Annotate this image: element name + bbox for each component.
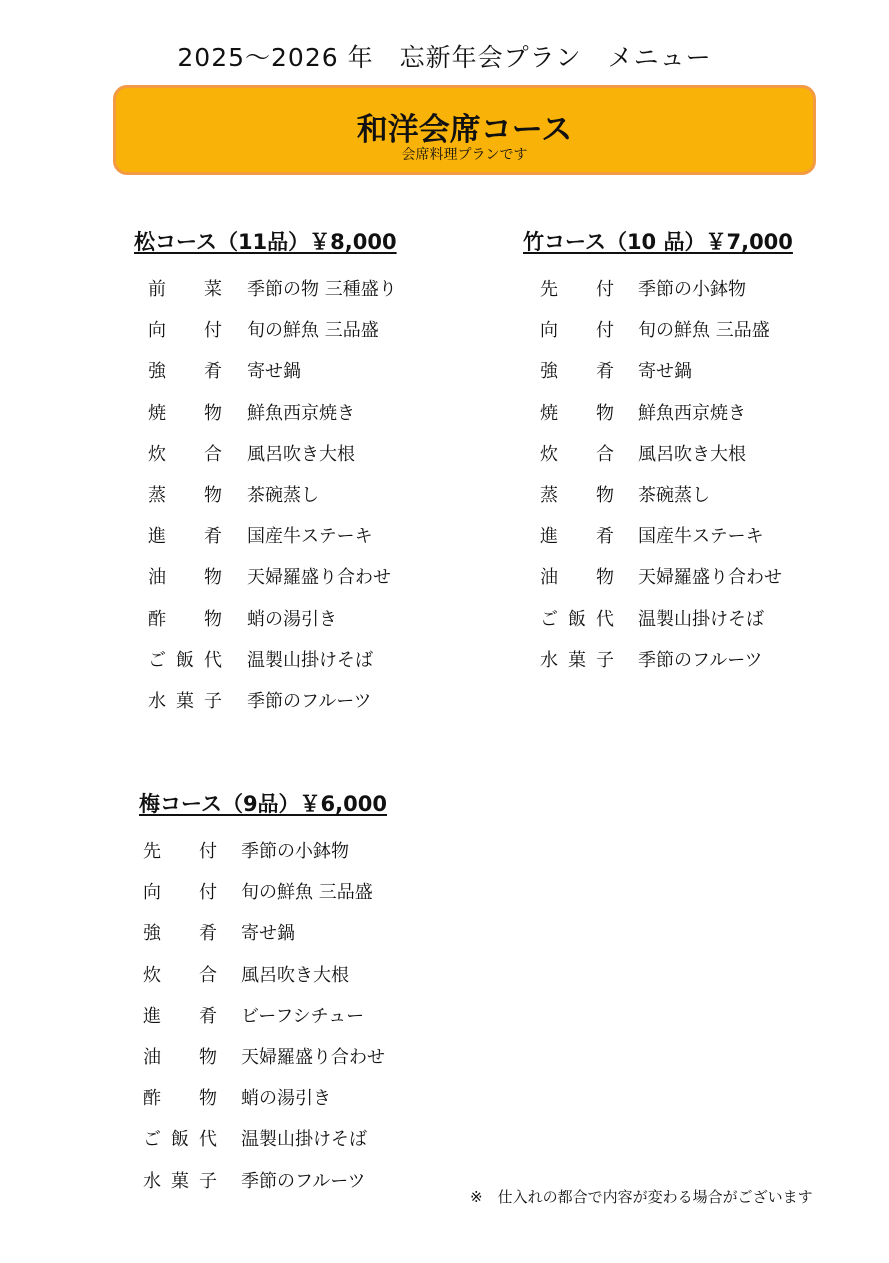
- menu-category: 水 菓 子: [148, 691, 222, 712]
- menu-dish: 風呂吹き大根: [241, 964, 349, 986]
- menu-category: 向 付: [148, 320, 222, 342]
- menu-dish: 温製山掛けそば: [241, 1129, 367, 1151]
- footnote: ※ 仕入れの都合で内容が変わる場合がございます: [470, 1188, 813, 1206]
- menu-category: 水 菓 子: [143, 1170, 217, 1192]
- menu-dish: 旬の鮮魚 三品盛: [241, 882, 373, 904]
- menu-category: 酢 物: [148, 608, 222, 630]
- menu-category: 前 菜: [148, 279, 222, 300]
- banner-subtitle: 会席料理プランです: [401, 147, 528, 163]
- menu-dish: 季節の小鉢物: [241, 841, 349, 862]
- menu-dish: 季節のフルーツ: [247, 691, 372, 712]
- menu-category: 炊 合: [540, 443, 614, 465]
- menu-dish: 国産牛ステーキ: [247, 526, 373, 548]
- menu-dish: 国産牛ステーキ: [638, 526, 764, 548]
- course-heading: 松コース（11品）￥8,000: [134, 230, 397, 254]
- course-take: [523, 226, 793, 671]
- menu-category: 油 物: [540, 567, 614, 589]
- menu-category: 先 付: [143, 841, 217, 862]
- menu-dish: 蛸の湯引き: [247, 608, 337, 630]
- menu-dish: 旬の鮮魚 三品盛: [247, 320, 379, 342]
- menu-category: ご 飯 代: [540, 608, 614, 630]
- menu-dish: 寄せ鍋: [241, 923, 295, 945]
- menu-category: 進 肴: [540, 526, 614, 548]
- menu-category: 先 付: [540, 279, 614, 300]
- menu-dish: 季節の小鉢物: [638, 279, 746, 300]
- menu-dish: 寄せ鍋: [638, 361, 692, 383]
- menu-category: 向 付: [540, 320, 614, 342]
- menu-dish: 鮮魚西京焼き: [638, 402, 746, 424]
- menu-dish: 茶碗蒸し: [638, 485, 710, 506]
- menu-category: 強 肴: [143, 923, 217, 945]
- course-matsu: [134, 226, 397, 712]
- menu-dish: 天婦羅盛り合わせ: [638, 567, 782, 589]
- menu-dish: 蛸の湯引き: [241, 1088, 331, 1110]
- menu-dish: 季節のフルーツ: [241, 1170, 366, 1192]
- menu-category: 油 物: [148, 567, 222, 589]
- course-heading: 竹コース（10 品）￥7,000: [523, 230, 793, 254]
- menu-category: 強 肴: [540, 361, 614, 383]
- page-title: 2025～2026 年 忘新年会プラン メニュー: [177, 43, 712, 72]
- course-ume: [139, 788, 387, 1192]
- menu-category: 焼 物: [148, 402, 222, 424]
- menu-dish: 旬の鮮魚 三品盛: [638, 320, 770, 342]
- menu-category: 炊 合: [143, 964, 217, 986]
- menu-category: 水 菓 子: [540, 649, 614, 671]
- menu-category: 炊 合: [148, 443, 222, 465]
- menu-category: 焼 物: [540, 402, 614, 424]
- menu-category: ご 飯 代: [148, 649, 222, 671]
- menu-dish: 温製山掛けそば: [247, 649, 373, 671]
- menu-dish: 寄せ鍋: [247, 361, 301, 383]
- menu-dish: 天婦羅盛り合わせ: [241, 1047, 385, 1068]
- menu-dish: 季節のフルーツ: [638, 649, 763, 671]
- menu-category: 蒸 物: [148, 485, 222, 506]
- menu-dish: ビーフシチュー: [241, 1005, 365, 1027]
- menu-dish: 温製山掛けそば: [638, 608, 764, 630]
- menu-dish: 茶碗蒸し: [247, 485, 319, 506]
- menu-category: ご 飯 代: [143, 1129, 217, 1151]
- menu-dish: 鮮魚西京焼き: [247, 402, 355, 424]
- menu-dish: 風呂吹き大根: [247, 443, 355, 465]
- course-banner: [113, 85, 816, 175]
- menu-category: 進 肴: [143, 1005, 217, 1027]
- menu-category: 酢 物: [143, 1088, 217, 1110]
- menu-category: 向 付: [143, 882, 217, 904]
- menu-dish: 天婦羅盛り合わせ: [247, 567, 391, 589]
- menu-category: 強 肴: [148, 361, 222, 383]
- menu-category: 蒸 物: [540, 485, 614, 506]
- menu-category: 進 肴: [148, 526, 222, 548]
- course-heading: 梅コース（9品）￥6,000: [139, 792, 387, 816]
- banner-title: 和洋会席コース: [356, 112, 573, 148]
- menu-dish: 風呂吹き大根: [638, 443, 746, 465]
- menu-category: 油 物: [143, 1047, 217, 1068]
- menu-dish: 季節の物 三種盛り: [247, 279, 397, 300]
